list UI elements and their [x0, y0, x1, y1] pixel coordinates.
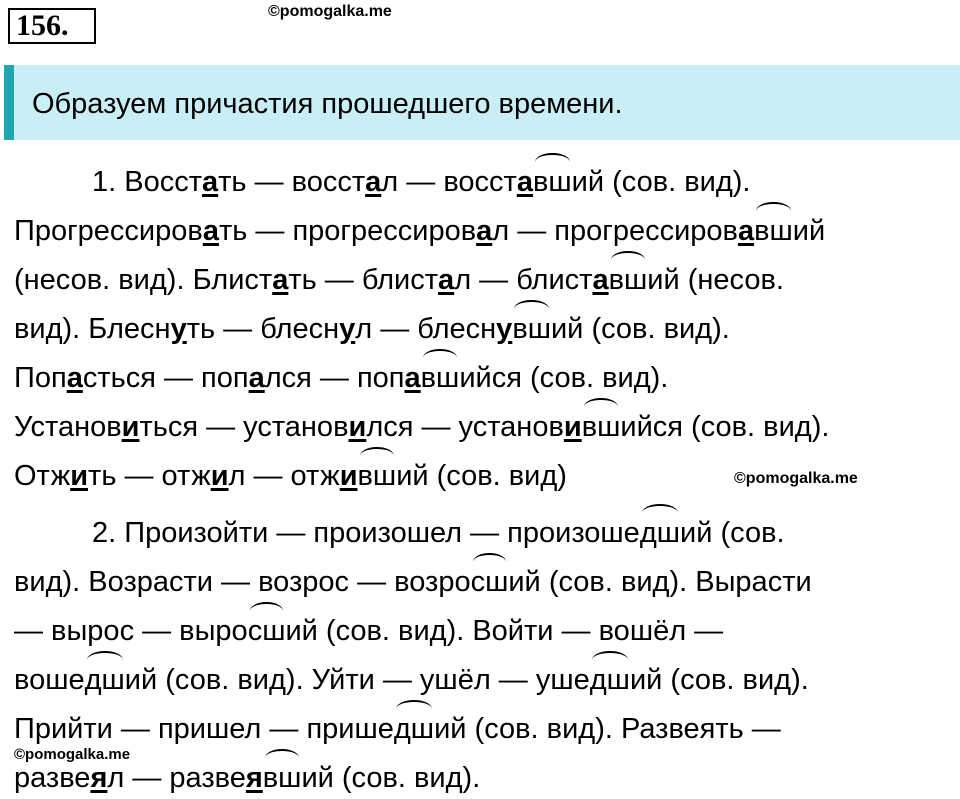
suffix-mark: дш [639, 517, 681, 549]
watermark-bottom: ©pomogalka.me [14, 746, 131, 763]
text-segment: л — восст [381, 166, 517, 198]
suffix-mark: вш [754, 215, 793, 247]
suffix-mark: вш [532, 166, 572, 198]
text-segment: (несов. вид). Блист [14, 264, 273, 296]
text-segment: Отж [14, 460, 71, 492]
stressed-vowel: а [66, 362, 83, 394]
stressed-vowel: я [90, 762, 108, 794]
stressed-vowel: и [210, 460, 229, 492]
text-segment: ться — установ [139, 411, 349, 443]
stressed-vowel: у [339, 313, 356, 345]
stressed-vowel: а [202, 166, 219, 198]
text-segment: 1. Восст [92, 166, 202, 198]
task-number: 156. [8, 8, 96, 44]
text-segment: ий (сов. [680, 517, 785, 549]
text-segment: ий (сов. вид). [301, 762, 481, 794]
stressed-vowel: и [348, 411, 367, 443]
p1-line [14, 459, 567, 493]
p2-line [14, 565, 812, 599]
text-segment: Установ [14, 411, 122, 443]
text-segment: ийся (сов. вид). [620, 411, 830, 443]
p2-line [14, 614, 723, 648]
text-segment: Прийти — пришел — прише [14, 713, 394, 745]
text-segment: ий (сов. вид). Развеять — [434, 713, 781, 745]
text-segment: сться — поп [82, 362, 249, 394]
text-segment: вид). Возрасти — возрос — возро [14, 566, 471, 598]
p1-line [14, 361, 668, 395]
suffix-mark: дш [84, 664, 125, 696]
suffix-mark: сш [247, 615, 286, 647]
text-segment: ть — отж [88, 460, 211, 492]
stressed-vowel: а [248, 362, 265, 394]
stressed-vowel: а [272, 264, 289, 296]
text-segment: ий (сов. вид). Уйти — ушёл — уше [124, 664, 590, 696]
suffix-mark: вш [608, 264, 648, 296]
text-segment: л — блесн [355, 313, 497, 345]
text-segment: л — блист [454, 264, 593, 296]
header-text: Образуем причастия прошедшего времени. [32, 88, 623, 120]
header-bar [4, 65, 960, 140]
stressed-vowel: а [404, 362, 421, 394]
p1-line [14, 214, 825, 248]
text-segment: ий (несов. [647, 264, 784, 296]
text-segment: л — разве [107, 762, 246, 794]
stressed-vowel: а [737, 215, 755, 247]
stressed-vowel: а [202, 215, 219, 247]
stressed-vowel: а [476, 215, 493, 247]
text-segment: вид). Блесн [14, 313, 171, 345]
stressed-vowel: и [563, 411, 582, 443]
text-segment: ий (сов. вид). Войти — вошёл — [285, 615, 724, 647]
text-segment: лся — установ [366, 411, 564, 443]
p2-line [14, 663, 809, 697]
p1-line [14, 263, 784, 297]
text-segment: ий (сов. вид). [571, 166, 751, 198]
text-segment: ийся (сов. вид). [459, 362, 669, 394]
text-segment: ий (сов. вид) [396, 460, 567, 492]
text-segment: л — отж [228, 460, 340, 492]
text-segment: ть — восст [218, 166, 366, 198]
stressed-vowel: я [245, 762, 263, 794]
stressed-vowel: и [121, 411, 140, 443]
p2-line [92, 516, 785, 550]
suffix-mark: вш [262, 762, 302, 794]
suffix-mark: вш [420, 362, 460, 394]
text-segment: ть — блесн [186, 313, 340, 345]
text-segment: 2. Произойти — произошел — произоше [92, 517, 640, 549]
text-segment: Поп [14, 362, 67, 394]
p1-line [14, 312, 730, 346]
text-segment: разве [14, 762, 91, 794]
stressed-vowel: а [516, 166, 533, 198]
text-segment: ий [792, 215, 826, 247]
watermark-top: ©pomogalka.me [268, 3, 392, 20]
text-segment: Прогрессиров [14, 215, 203, 247]
text-segment: воше [14, 664, 85, 696]
stressed-vowel: и [339, 460, 358, 492]
watermark-middle: ©pomogalka.me [734, 470, 858, 487]
text-segment: ть — прогрессиров [218, 215, 477, 247]
suffix-mark: дш [393, 713, 435, 745]
p2-line [14, 712, 781, 746]
p2-line [14, 761, 480, 795]
suffix-mark: вш [581, 411, 621, 443]
p1-line [92, 165, 750, 199]
text-segment: л — прогрессиров [492, 215, 738, 247]
stressed-vowel: у [496, 313, 513, 345]
stressed-vowel: и [70, 460, 89, 492]
suffix-mark: дш [589, 664, 630, 696]
p1-line [14, 410, 829, 444]
stressed-vowel: а [438, 264, 455, 296]
text-segment: ий (сов. вид). [550, 313, 730, 345]
suffix-mark: вш [357, 460, 397, 492]
stressed-vowel: у [170, 313, 187, 345]
suffix-mark: вш [512, 313, 551, 345]
stressed-vowel: а [365, 166, 382, 198]
text-segment: ть — блист [288, 264, 439, 296]
stressed-vowel: а [592, 264, 609, 296]
text-segment: ий (сов. вид). [629, 664, 809, 696]
suffix-mark: сш [470, 566, 509, 598]
text-segment: — вырос — выро [14, 615, 248, 647]
text-segment: лся — поп [264, 362, 405, 394]
text-segment: ий (сов. вид). Вырасти [508, 566, 812, 598]
